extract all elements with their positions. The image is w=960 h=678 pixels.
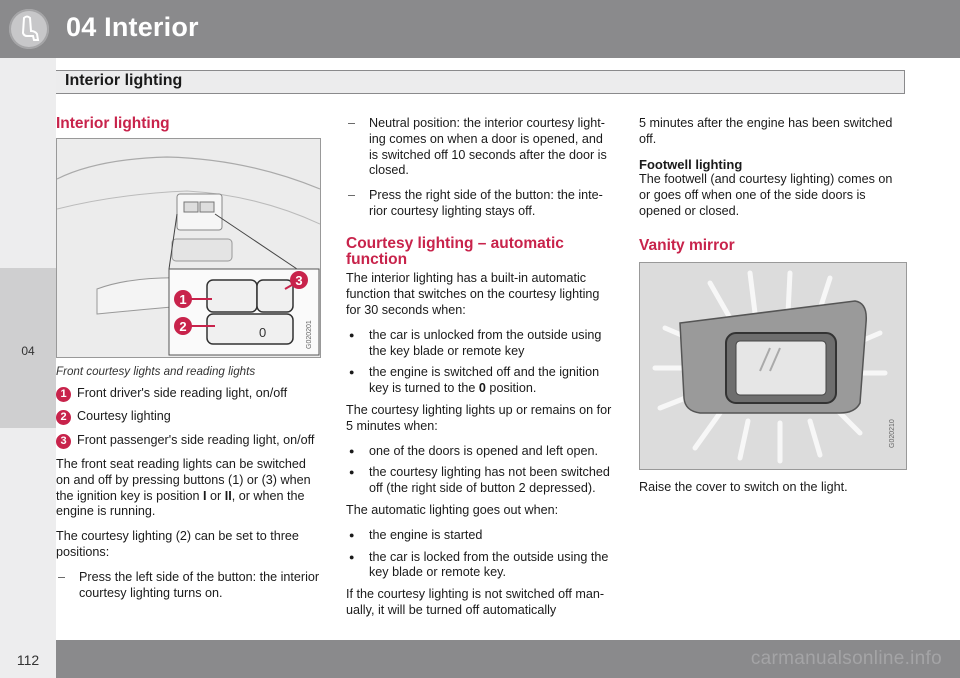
vanity-mirror-figure [639, 262, 907, 470]
bullet-item: ● the courtesy lighting has not been switched off (the right side of button 2 depressed). [346, 465, 614, 497]
column-2 [346, 116, 614, 628]
chapter-title: 04 Interior [66, 12, 199, 42]
number-badge: 2 [56, 410, 71, 425]
legend-text: Front driver's side reading light, on/off [77, 385, 288, 400]
chapter-tab-04 [0, 268, 56, 428]
legend-item [56, 386, 321, 402]
figure-code: G020201 [306, 319, 313, 349]
dash-item: – Press the left side of the button: the interior courtesy lighting turns on. [56, 570, 321, 602]
figure-caption: Front courtesy lights and reading lights [56, 364, 256, 378]
number-badge: 1 [56, 387, 71, 402]
legend-item [56, 409, 321, 425]
chapter-side-tab [0, 58, 56, 640]
watermark: carmanualsonline.info [750, 648, 942, 669]
footwell-heading: Footwell lighting [639, 156, 743, 172]
legend-item [56, 433, 321, 449]
paragraph: 5 minutes after the engine has been switched off. [639, 116, 893, 146]
reading-lights-paragraph: The front seat reading lights can be switched on and off by pressing buttons (1) or (3) when the ignition key is position I or II, or when the engine is running. [56, 456, 311, 519]
column-1 [56, 116, 321, 610]
page-number-tab [0, 640, 56, 678]
paragraph: If the courtesy lighting is not switched off man-ually, it will be turned off automatically [346, 587, 605, 617]
courtesy-auto-heading: Courtesy lighting – automatic function [346, 234, 564, 268]
svg-text:0: 0 [259, 324, 267, 340]
chapter-header-bar [0, 0, 960, 58]
dash-item: – Neutral position: the interior courtesy light-ing comes on when a door is opened, and is switched off 10 seconds after the door is closed. [346, 116, 614, 179]
overhead-console-illustration [57, 139, 320, 357]
paragraph: The courtesy lighting lights up or remains on for 5 minutes when: [346, 402, 612, 433]
legend-text: Courtesy lighting [77, 409, 171, 424]
legend-text: Front passenger's side reading light, on/off [77, 433, 315, 448]
vanity-mirror-heading: Vanity mirror [639, 236, 735, 254]
vanity-paragraph: Raise the cover to switch on the light. [639, 479, 848, 494]
bullet-item: ● the engine is started [346, 528, 614, 544]
bullet-item: ● one of the doors is opened and left open. [346, 444, 614, 460]
callout-2-label: 2 [179, 318, 187, 334]
page-footer [0, 640, 960, 678]
number-badge: 3 [56, 434, 71, 449]
callout-3-label: 3 [295, 272, 303, 288]
section-title: Interior lighting [65, 72, 183, 89]
chapter-tab-label: 04 [21, 344, 35, 358]
paragraph: The automatic lighting goes out when: [346, 502, 559, 517]
column-3 [639, 116, 907, 504]
vanity-mirror-illustration [640, 263, 906, 469]
figure-code: G020210 [889, 418, 896, 448]
bullet-item: ● the engine is switched off and the ignition key is turned to the 0 position. [346, 365, 614, 397]
callout-1-label: 1 [179, 291, 187, 307]
bullet-item: ● the car is unlocked from the outside using the key blade or remote key [346, 328, 614, 360]
section-title-bar [56, 70, 905, 94]
page-number: 112 [16, 652, 40, 668]
courtesy-lights-figure [56, 138, 321, 358]
footwell-paragraph: The footwell (and courtesy lighting) comes on or goes off when one of the side doors is opened or closed. [639, 172, 893, 218]
seat-icon [9, 9, 49, 49]
dash-item: – Press the right side of the button: the inte-rior courtesy lighting stays off. [346, 188, 614, 220]
interior-lighting-heading: Interior lighting [56, 115, 170, 132]
paragraph: The interior lighting has a built-in automatic function that switches on the courtesy lighting for 30 seconds when: [346, 271, 600, 317]
bullet-item: ● the car is locked from the outside using the key blade or remote key. [346, 550, 614, 582]
courtesy-positions-paragraph: The courtesy lighting (2) can be set to three positions: [56, 529, 299, 559]
